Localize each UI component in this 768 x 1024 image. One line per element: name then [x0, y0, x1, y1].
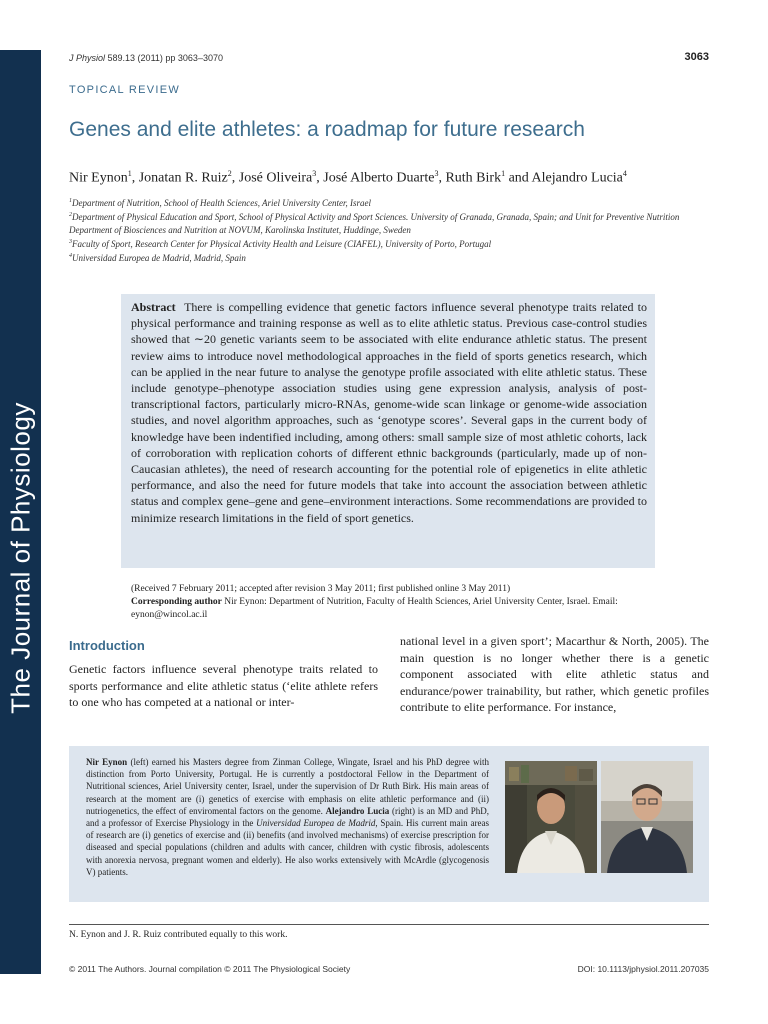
doi: DOI: 10.1113/jphysiol.2011.207035: [577, 964, 709, 974]
affiliation: $^2$Department of Physical Education and Sport, School of Physical Activity and Sport Sciences. University of Granada, Granada, Spain; and Unit for Preventive Nutrition Department of Biosciences and Nutrition at NOVUM, Karolinska Institutet, Huddinge, Sweden: [69, 212, 680, 235]
author-affiliation-number: 3: [312, 169, 317, 178]
abstract-text: [131, 299, 647, 526]
affiliation: $^1$Department of Nutrition, School of Health Sciences, Ariel University Center, Israel: [69, 198, 372, 208]
received-dates: (Received 7 February 2011; accepted after revision 3 May 2011; first published online 3 May 2011): [131, 584, 511, 594]
section-label: TOPICAL REVIEW: [69, 84, 181, 96]
journal-sidebar-title: The Journal of Physiology: [5, 402, 35, 715]
bio-name-lucia: Alejandro Lucia: [325, 805, 390, 816]
author-name: Alejandro Lucia: [531, 170, 623, 186]
affiliation: $^3$Faculty of Sport, Research Center for Physical Activity Health and Leisure (CIAFEL), University of Porto, Portugal: [69, 238, 492, 249]
article-history: [131, 583, 661, 622]
author-name: José Alberto Duarte: [323, 170, 435, 186]
footnote: N. Eynon and J. R. Ruiz contributed equally to this work.: [69, 930, 288, 940]
introduction-heading: Introduction: [69, 638, 145, 653]
article-title: Genes and elite athletes: a roadmap for future research: [69, 118, 585, 141]
abstract-body: There is compelling evidence that genetic factors influence several phenotype traits related to physical performance and training response as well as to elite athletic status. Previous case-control studies showed that ∼20 genetic variants seem to be associated with elite endurance athletic status. The present review aims to introduce novel methodological approaches in the field of sports genetics research, which can be applied in the near future to analyse the genotype profile associated with elite athletic status. These include genotype–phenotype association studies using gene expression analysis, analysis of post-transcriptional factors, particularly micro-RNAs, genome-wide scan linkage or genome-wide association studies, and novel algorithm approaches, such as ‘genotype scores’. Several gaps in the current body of knowledge have been indentified including, among others: small sample size of most athletic cohorts, lack of corroboration with replication cohorts of different ethnic backgrounds (particularly, made up of non-Caucasian athletes), the need of research accounting for the potential role of epigenetics in elite athletic performance, and also the need for future models that take into account the association between athletic status and complex gene–gene and gene–environment interactions. Some recommendations are provided to minimize research limitations in the field of sport genetics.: [131, 300, 648, 525]
corresponding-author: Corresponding author Nir Eynon: Department of Nutrition, Faculty of Health Sciences, Ariel University Center, Israel. Email: eynon@wincol.ac.il: [131, 597, 618, 620]
author-bio-box: [69, 746, 709, 902]
author-affiliation-number: 1: [501, 169, 506, 178]
affiliations: [69, 195, 719, 264]
author-affiliation-number: 1: [127, 169, 132, 178]
author-affiliation-number: 3: [434, 169, 439, 178]
introduction-left-column: Genetic factors influence several phenotype traits related to sports performance and elite athletic status (‘elite athlete refers to one who has competed at a national or inter-: [69, 662, 378, 709]
author-photo-eynon: [505, 761, 597, 873]
author-affiliation-number: 2: [227, 169, 232, 178]
bio-name-eynon: Nir Eynon: [86, 757, 128, 767]
author-list: Nir Eynon$^1$, Jonatan R. Ruiz$^2$, José Oliveira$^3$, José Alberto Duarte$^3$, Ruth Birk$^1$ and Alejandro Lucia$^4$: [69, 169, 627, 186]
author-photo-lucia: [601, 761, 693, 873]
copyright: © 2011 The Authors. Journal compilation © 2011 The Physiological Society: [69, 964, 351, 974]
affiliation: $^4$Universidad Europea de Madrid, Madrid, Spain: [69, 253, 246, 264]
author-name: Jonatan R. Ruiz: [138, 170, 228, 186]
running-head: [69, 53, 223, 63]
author-bio-text: Nir Eynon (left) earned his Masters degree from Zinman College, Wingate, Israel and his PhD degree with distinction from Porto University, Portugal. He is currently a postdoctoral Fellow in the Department of Nutritional sciences, Ariel University center, Israel, under the supervision of Dr Ruth Birk. His main areas of research at the moment are (i) genetics of exercise with emphasis on elite athletic performance and (ii) nutriogenetics, the effect of enviromental factors on the genome. Alejandro Lucia (right) is an MD and PhD, and a professor of Exercise Physiology in the Universidad Europea de Madrid, Spain. His current main areas of research are (i) genetics of exercise and (ii) benefits (and involved mechanisms) of exercise prescription for diseased and special populations (children and adults with cancer, children with cystic fibrosis, adolescents with anorexia nervosa, pregnant women and elderly). He also works extensively with McArdle (glycogenosis V) patients.: [86, 757, 490, 877]
citation-details: 589.13 (2011) pp 3063–3070: [107, 53, 223, 63]
author-name: José Oliveira: [238, 170, 313, 186]
citation-journal: J Physiol: [69, 53, 106, 63]
abstract-box: [121, 294, 655, 568]
author-affiliation-number: 4: [622, 169, 627, 178]
author-name: Ruth Birk: [445, 170, 502, 186]
abstract-label: Abstract: [131, 300, 176, 314]
author-name: Nir Eynon: [69, 170, 128, 186]
footnote-rule: [69, 924, 709, 925]
introduction-right-column: national level in a given sport’; Macarthur & North, 2005). The main question is no longer whether there is a genetic component associated with elite athletic status and endurance/power trainability, but rather, which genetic profiles contribute to elite performance. For instance,: [400, 634, 709, 714]
page-number: 3063: [684, 51, 709, 63]
